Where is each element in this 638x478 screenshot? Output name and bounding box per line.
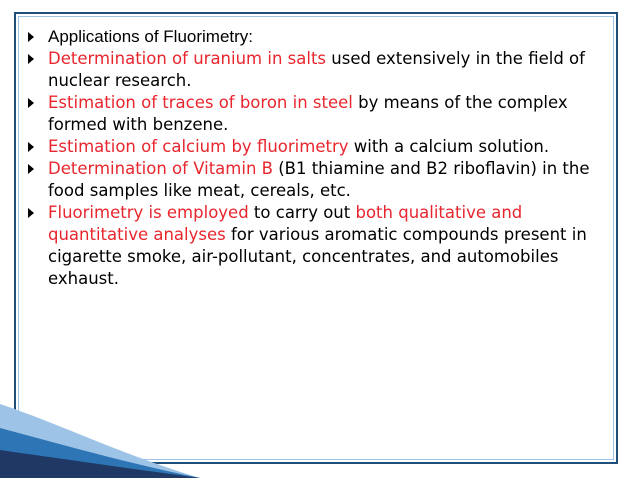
bullet-item-boron [26,92,610,136]
right-arrowhead-icon [28,142,34,152]
right-arrowhead-icon [28,164,34,174]
bullet-list [26,26,610,290]
highlight-text: Determination of uranium in salts [48,49,327,68]
bullet-text: (B1 thiamine and B2 riboflavin) in the food samples like meat, cereals, etc. [48,159,590,200]
bullet-item-calcium [26,136,610,158]
highlight-text: Determination of Vitamin B [48,159,273,178]
bullet-text: used extensively in the field of nuclear research. [48,49,585,90]
right-arrowhead-icon [28,54,34,64]
right-arrowhead-icon [28,208,34,218]
highlight-text: Estimation of traces of boron in steel [48,93,353,112]
highlight-text: Estimation of calcium by fluorimetry [48,137,349,156]
bullet-text: by means of the complex formed with benzene. [48,93,568,134]
highlight-text: both qualitative and quantitative analyses [48,203,523,244]
bullet-item-applications [26,202,610,290]
highlight-text: Fluorimetry is employed [48,203,249,222]
right-arrowhead-icon [28,32,34,42]
bullet-item-uranium [26,48,610,92]
decorative-swoosh [0,384,200,478]
bullet-text: for various aromatic compounds present in cigarette smoke, air-pollutant, concentrates, and automobiles exhaust. [48,225,587,288]
bullet-item-vitamin-b [26,158,610,202]
bullet-item-heading [26,26,610,48]
right-arrowhead-icon [28,98,34,108]
bullet-text: Applications of Fluorimetry: [48,27,254,46]
bullet-text: with a calcium solution. [348,137,550,156]
bullet-text: to carry out [248,203,356,222]
